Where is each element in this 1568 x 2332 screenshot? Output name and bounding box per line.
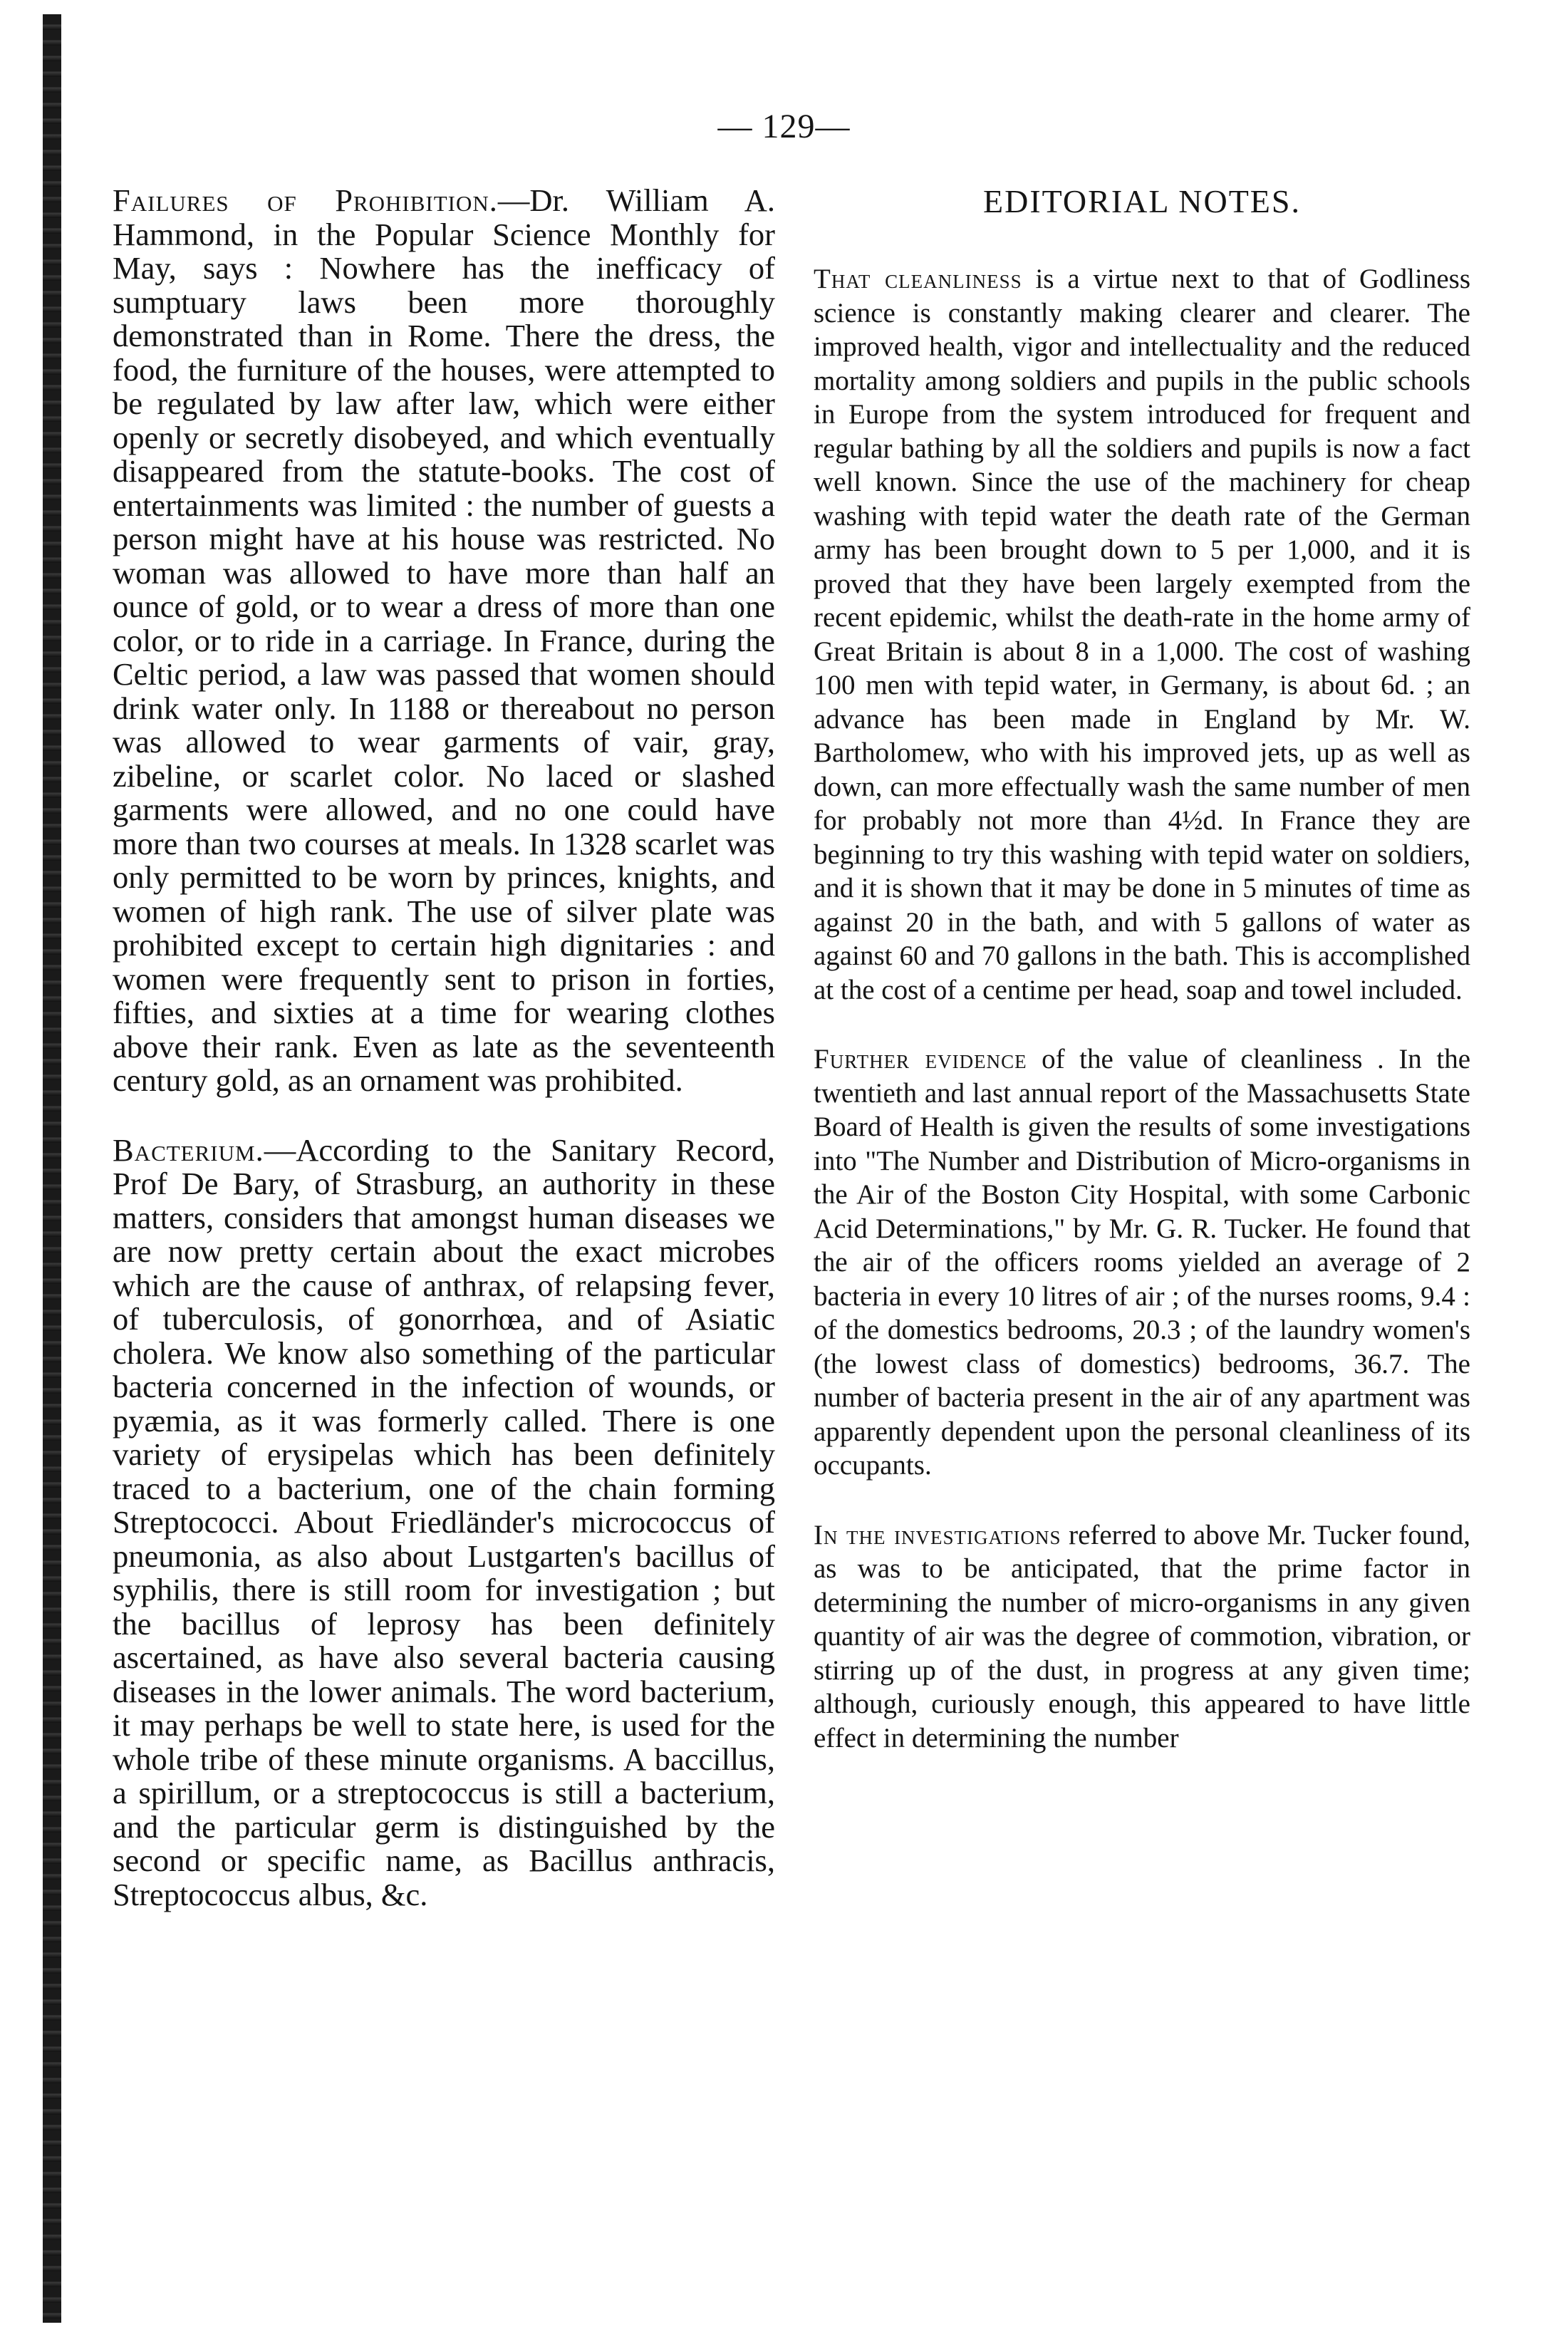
bacterium-heading: Bacterium. xyxy=(113,1131,264,1168)
further-evidence-paragraph xyxy=(814,1042,1470,1483)
further-evidence-text: of the value of cleanliness . In the twentieth and last annual report of the Massachusetts State Board of Health is given the results of some investigations into "The Number and Distribution of Micro-organisms in the Air of the Boston City Hospital, with some Carbonic Acid Determinations," by Mr. G. R. Tucker. He found that the air of the officers rooms yielded an average of 2 bacteria in every 10 litres of air ; of the nurses rooms, 9.4 : of the domestics bedrooms, 20.3 ; of the laundry women's (the lowest class of domestics) bedrooms, 36.7. The number of bacteria present in the air of any apartment was apparently dependent upon the personal cleanliness of its occupants. xyxy=(814,1044,1471,1481)
left-column xyxy=(113,184,775,1947)
investigations-lead: In the investigations xyxy=(814,1519,1061,1550)
cleanliness-lead: That cleanliness xyxy=(814,264,1022,294)
right-column xyxy=(814,184,1470,1791)
scanned-binding-edge xyxy=(43,14,61,2323)
cleanliness-paragraph xyxy=(814,262,1470,1007)
bacterium-text: —According to the Sanitary Record, Prof De Bary, of Strasburg, an authority in these matters, considers that amongst human diseases we are now pretty certain about the exact microbes which are the cause of anthrax, of relapsing fever, of tuberculosis, of gonorrhœa, and of Asiatic cholera. We know also something of the particular bacteria concerned in the infection of wounds, or pyæmia, as it was formerly called. There is one variety of erysipelas which has been definitely traced to a bacterium, one of the chain forming Streptococci. About Friedländer's micrococcus of pneumonia, as also about Lustgarten's bacillus of syphilis, there is still room for investigation ; but the bacillus of leprosy has been definitely ascertained, as have also several bacteria causing diseases in the lower animals. The word bacterium, it may perhaps be well to state here, is used for the whole tribe of these minute organisms. A baccillus, a spirillum, or a streptococcus is still a bacterium, and the particular germ is distinguished by the second or specific name, as Bacillus anthracis, Streptococcus albus, &c. xyxy=(113,1131,775,1912)
editorial-notes-heading: EDITORIAL NOTES. xyxy=(983,183,1301,219)
cleanliness-text: is a virtue next to that of Godliness science is constantly making clearer and clearer. The improved health, vigor and intellectuality and the reduced mortality among soldiers and pupils in the public schools in Europe from the system introduced for frequent and regular bathing by all the soldiers and pupils is now a fact well known. Since the use of the machinery for cheap washing with tepid water the death rate of the German army has been brought down to 5 per 1,000, and it is proved that they have been largely exempted from the recent epidemic, whilst the death-rate in the home army of Great Britain is about 8 in a 1,000. The cost of washing 100 men with tepid water, in Germany, is about 6d. ; an advance has been made in England by Mr. W. Bartholomew, who with his improved jets, up as well as down, can more effectually wash the same number of men for probably not more than 4½d. In France they are beginning to try this washing with tepid water on soldiers, and it is shown that it may be done in 5 minutes of time as against 20 in the bath, and with 5 gallons of water as against 60 and 70 gallons in the bath. This is accomplished at the cost of a centime per head, soap and towel included. xyxy=(814,264,1470,1005)
page-number: — 129— xyxy=(717,108,851,145)
failures-of-prohibition-heading: Failures of Prohibition. xyxy=(113,182,498,218)
investigations-paragraph xyxy=(814,1518,1470,1756)
investigations-text: referred to above Mr. Tucker found, as was to be anticipated, that the prime factor in determining the number of micro-organisms in any given quantity of air was the degree of commotion, vibration, or stirring up of the dust, in progress at any given time; although, curiously enough, this appeared to have little effect in determining the number xyxy=(814,1519,1470,1753)
failures-of-prohibition-paragraph xyxy=(113,184,775,1098)
failures-of-prohibition-text: —Dr. William A. Hammond, in the Popular Science Monthly for May, says : Nowhere has the inefficacy of sumptuary laws been more thoroughly demonstrated than in Rome. There the dress, the food, the furniture of the houses, were attempted to be regulated by law after law, which were either openly or secretly disobeyed, and which eventually disappeared from the statute-books. The cost of entertainments was limited : the number of guests a person might have at his house was restricted. No woman was allowed to have more than half an ounce of gold, or to wear a dress of more than one color, or to ride in a carriage. In France, during the Celtic period, a law was passed that women should drink water only. In 1188 or thereabout no person was allowed to wear garments of vair, gray, zibeline, or scarlet color. No laced or slashed garments were allowed, and no one could have more than two courses at meals. In 1328 scarlet was only permitted to be worn by princes, knights, and women of high rank. The use of silver plate was prohibited except to certain high dignitaries : and women were frequently sent to prison in forties, fifties, and sixties at a time for wearing clothes above their rank. Even as late as the seventeenth century gold, as an ornament was prohibited. xyxy=(113,182,775,1098)
further-evidence-lead: Further evidence xyxy=(814,1044,1027,1074)
bacterium-paragraph xyxy=(113,1131,775,1912)
